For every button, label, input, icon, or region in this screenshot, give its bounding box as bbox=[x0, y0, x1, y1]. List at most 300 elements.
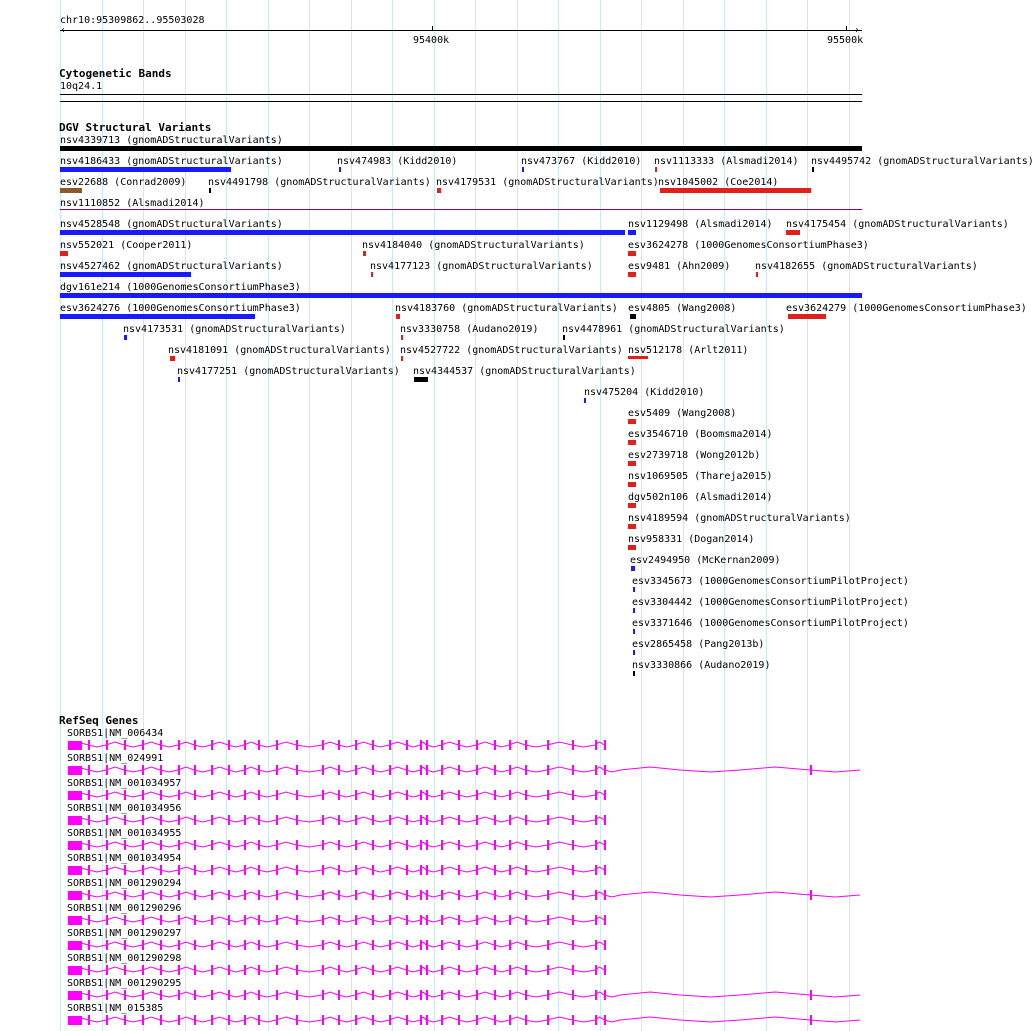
exon-block bbox=[389, 815, 391, 825]
exon-block bbox=[258, 890, 260, 900]
dgv-feature-bar[interactable] bbox=[633, 650, 635, 655]
dgv-feature-bar[interactable] bbox=[584, 398, 586, 403]
exon-block bbox=[406, 915, 408, 925]
refseq-transcript-glyph[interactable] bbox=[60, 964, 860, 976]
dgv-feature-bar[interactable] bbox=[60, 209, 862, 210]
exon-block bbox=[426, 890, 428, 900]
exon-block bbox=[211, 865, 213, 875]
exon-block bbox=[160, 1015, 162, 1025]
dgv-feature-label[interactable]: esv3624276 (1000GenomesConsortiumPhase3) bbox=[60, 303, 301, 314]
dgv-feature-bar[interactable] bbox=[563, 335, 565, 340]
exon-block bbox=[142, 965, 144, 975]
exon-block bbox=[476, 890, 478, 900]
exon-block bbox=[276, 1015, 278, 1025]
dgv-feature-label[interactable]: nsv473767 (Kidd2010) bbox=[521, 156, 642, 167]
exon-block bbox=[244, 790, 246, 800]
refseq-transcript-label[interactable]: SORBS1|NM_015385 bbox=[67, 1003, 164, 1014]
dgv-feature-label[interactable]: esv2865458 (Pang2013b) bbox=[632, 639, 765, 650]
refseq-transcript-label[interactable]: SORBS1|NM_001034956 bbox=[67, 803, 182, 814]
dgv-feature-label[interactable]: esv3624278 (1000GenomesConsortiumPhase3) bbox=[628, 240, 869, 251]
exon-block bbox=[547, 915, 549, 925]
dgv-feature-bar[interactable] bbox=[628, 356, 648, 359]
dgv-feature-bar[interactable] bbox=[60, 293, 862, 298]
exon-block bbox=[68, 891, 82, 900]
dgv-feature-bar[interactable] bbox=[60, 230, 625, 235]
dgv-feature-bar[interactable] bbox=[60, 188, 82, 193]
exon-block bbox=[258, 790, 260, 800]
cytoband-bar-top bbox=[60, 94, 862, 95]
exon-block bbox=[509, 790, 511, 800]
dgv-feature-bar[interactable] bbox=[628, 251, 636, 256]
exon-block bbox=[389, 1015, 391, 1025]
refseq-transcript-glyph[interactable] bbox=[60, 914, 860, 926]
exon-block bbox=[142, 790, 144, 800]
exon-block bbox=[406, 940, 408, 950]
exon-block bbox=[142, 840, 144, 850]
exon-block bbox=[88, 840, 90, 850]
exon-block bbox=[322, 915, 324, 925]
exon-block bbox=[338, 1015, 340, 1025]
exon-block bbox=[389, 965, 391, 975]
dgv-feature-label[interactable]: esv2739718 (Wong2012b) bbox=[628, 450, 761, 461]
exon-block bbox=[547, 765, 549, 775]
exon-block bbox=[106, 765, 108, 775]
exon-block bbox=[355, 890, 357, 900]
exon-block bbox=[322, 815, 324, 825]
dgv-feature-bar[interactable] bbox=[628, 230, 636, 235]
dgv-feature-bar[interactable] bbox=[633, 587, 635, 592]
exon-block bbox=[604, 890, 606, 900]
dgv-feature-label[interactable]: esv3345673 (1000GenomesConsortiumPilotProject) bbox=[632, 576, 909, 587]
exon-block bbox=[389, 990, 391, 1000]
exon-block bbox=[142, 890, 144, 900]
refseq-transcript-label[interactable]: SORBS1|NM_001290297 bbox=[67, 928, 182, 939]
exon-block bbox=[106, 740, 108, 750]
exon-block bbox=[211, 840, 213, 850]
refseq-transcript-label[interactable]: SORBS1|NM_001290294 bbox=[67, 878, 182, 889]
exon-block bbox=[160, 790, 162, 800]
exon-block bbox=[389, 765, 391, 775]
exon-block bbox=[124, 740, 126, 750]
dgv-feature-label[interactable]: nsv4189594 (gnomADStructuralVariants) bbox=[628, 513, 851, 524]
exon-block bbox=[509, 765, 511, 775]
refseq-transcript-label[interactable]: SORBS1|NM_001034957 bbox=[67, 778, 182, 789]
exon-block bbox=[244, 915, 246, 925]
dgv-feature-label[interactable]: esv3624279 (1000GenomesConsortiumPhase3) bbox=[786, 303, 1027, 314]
exon-block bbox=[441, 940, 443, 950]
dgv-feature-bar[interactable] bbox=[437, 188, 441, 193]
exon-block bbox=[547, 965, 549, 975]
dgv-feature-bar[interactable] bbox=[522, 167, 524, 172]
refseq-transcript-label[interactable]: SORBS1|NM_001034954 bbox=[67, 853, 182, 864]
dgv-feature-label[interactable]: nsv512178 (Arlt2011) bbox=[628, 345, 749, 356]
exon-block bbox=[178, 815, 180, 825]
exon-block bbox=[595, 915, 597, 925]
exon-block bbox=[355, 815, 357, 825]
exon-block bbox=[338, 965, 340, 975]
exon-block bbox=[389, 790, 391, 800]
refseq-transcript-label[interactable]: SORBS1|NM_001290298 bbox=[67, 953, 182, 964]
dgv-feature-label[interactable]: nsv4177123 (gnomADStructuralVariants) bbox=[370, 261, 593, 272]
dgv-feature-bar[interactable] bbox=[786, 230, 800, 235]
exon-block bbox=[106, 815, 108, 825]
exon-block bbox=[338, 740, 340, 750]
exon-block bbox=[509, 1015, 511, 1025]
dgv-feature-label[interactable]: nsv958331 (Dogan2014) bbox=[628, 534, 755, 545]
exon-block bbox=[322, 740, 324, 750]
exon-block bbox=[244, 1015, 246, 1025]
exon-block bbox=[142, 765, 144, 775]
dgv-feature-label[interactable]: nsv3330866 (Audano2019) bbox=[632, 660, 771, 671]
exon-block bbox=[441, 840, 443, 850]
dgv-feature-label[interactable]: nsv4183760 (gnomADStructuralVariants) bbox=[395, 303, 618, 314]
dgv-feature-bar[interactable] bbox=[628, 524, 636, 529]
exon-block bbox=[296, 990, 298, 1000]
dgv-feature-label[interactable]: esv3304442 (1000GenomesConsortiumPilotProject) bbox=[632, 597, 909, 608]
dgv-feature-label[interactable]: nsv3330758 (Audano2019) bbox=[400, 324, 539, 335]
dgv-feature-label[interactable]: esv5409 (Wang2008) bbox=[628, 408, 737, 419]
exon-block bbox=[572, 1015, 574, 1025]
refseq-transcript-label[interactable]: SORBS1|NM_001290296 bbox=[67, 903, 182, 914]
exon-block bbox=[68, 941, 82, 950]
exon-block bbox=[406, 890, 408, 900]
exon-block bbox=[68, 791, 82, 800]
dgv-feature-bar[interactable] bbox=[339, 167, 341, 172]
dgv-feature-bar[interactable] bbox=[628, 482, 636, 487]
intron-line bbox=[68, 967, 604, 972]
exon-block bbox=[572, 990, 574, 1000]
dgv-feature-label[interactable]: dgv502n106 (Alsmadi2014) bbox=[628, 492, 773, 503]
exon-block bbox=[458, 890, 460, 900]
dgv-feature-bar[interactable] bbox=[788, 314, 826, 319]
exon-block bbox=[525, 890, 527, 900]
exon-block bbox=[355, 865, 357, 875]
exon-block bbox=[547, 740, 549, 750]
exon-block bbox=[124, 965, 126, 975]
exon-block bbox=[572, 790, 574, 800]
dgv-feature-bar[interactable] bbox=[371, 272, 373, 277]
exon-block bbox=[244, 890, 246, 900]
exon-block bbox=[389, 940, 391, 950]
dgv-feature-label[interactable]: nsv4527722 (gnomADStructuralVariants) bbox=[400, 345, 623, 356]
refseq-transcript-glyph[interactable] bbox=[60, 864, 860, 876]
exon-block bbox=[142, 815, 144, 825]
dgv-feature-bar[interactable] bbox=[60, 272, 191, 277]
exon-block bbox=[604, 740, 606, 750]
dgv-feature-label[interactable]: dgv161e214 (1000GenomesConsortiumPhase3) bbox=[60, 282, 301, 293]
exon-block bbox=[142, 865, 144, 875]
exon-block bbox=[458, 865, 460, 875]
exon-block bbox=[420, 890, 422, 900]
ruler-left-arrow-icon: ‹ bbox=[60, 25, 67, 36]
exon-block bbox=[228, 740, 230, 750]
refseq-transcript-glyph[interactable] bbox=[60, 839, 860, 851]
dgv-feature-bar[interactable] bbox=[812, 167, 814, 172]
exon-block bbox=[244, 940, 246, 950]
exon-block bbox=[595, 965, 597, 975]
exon-block bbox=[160, 990, 162, 1000]
exon-block bbox=[194, 890, 196, 900]
dgv-feature-bar[interactable] bbox=[631, 566, 635, 571]
dgv-feature-bar[interactable] bbox=[178, 377, 180, 382]
exon-block bbox=[458, 790, 460, 800]
exon-block bbox=[441, 765, 443, 775]
refseq-transcript-glyph[interactable] bbox=[60, 989, 860, 1001]
refseq-transcript-glyph[interactable] bbox=[60, 789, 860, 801]
dgv-feature-bar[interactable] bbox=[660, 188, 811, 193]
exon-block bbox=[420, 740, 422, 750]
exon-block bbox=[458, 840, 460, 850]
dgv-feature-bar[interactable] bbox=[60, 251, 68, 256]
dgv-track-title[interactable]: DGV Structural Variants bbox=[59, 121, 212, 134]
dgv-feature-bar[interactable] bbox=[756, 272, 758, 277]
exon-block bbox=[355, 790, 357, 800]
exon-block bbox=[178, 965, 180, 975]
dgv-feature-bar[interactable] bbox=[170, 356, 175, 361]
dgv-feature-bar[interactable] bbox=[401, 356, 403, 361]
dgv-feature-label[interactable]: nsv1129498 (Alsmadi2014) bbox=[628, 219, 773, 230]
exon-block bbox=[160, 940, 162, 950]
dgv-feature-bar[interactable] bbox=[633, 608, 635, 613]
exon-block bbox=[604, 990, 606, 1000]
dgv-feature-bar[interactable] bbox=[396, 314, 400, 319]
dgv-feature-label[interactable]: nsv1045002 (Coe2014) bbox=[658, 177, 779, 188]
dgv-feature-bar[interactable] bbox=[655, 167, 657, 172]
exon-block bbox=[88, 940, 90, 950]
exon-block bbox=[426, 815, 428, 825]
exon-block bbox=[88, 965, 90, 975]
dgv-feature-label[interactable]: nsv1110852 (Alsmadi2014) bbox=[60, 198, 205, 209]
dgv-feature-label[interactable]: nsv4478961 (gnomADStructuralVariants) bbox=[562, 324, 785, 335]
exon-block bbox=[458, 965, 460, 975]
dgv-feature-label[interactable]: nsv4339713 (gnomADStructuralVariants) bbox=[60, 135, 283, 146]
exon-block bbox=[476, 915, 478, 925]
dgv-feature-label[interactable]: nsv4495742 (gnomADStructuralVariants) bbox=[811, 156, 1034, 167]
intron-line bbox=[68, 867, 604, 872]
refseq-transcript-glyph[interactable] bbox=[60, 889, 860, 901]
exon-block bbox=[441, 890, 443, 900]
exon-block bbox=[509, 965, 511, 975]
exon-block bbox=[389, 915, 391, 925]
exon-block bbox=[476, 815, 478, 825]
exon-block bbox=[276, 890, 278, 900]
exon-block bbox=[194, 865, 196, 875]
exon-block bbox=[88, 815, 90, 825]
dgv-feature-label[interactable]: nsv1069505 (Thareja2015) bbox=[628, 471, 773, 482]
exon-block bbox=[420, 865, 422, 875]
exon-block bbox=[88, 915, 90, 925]
dgv-feature-bar[interactable] bbox=[628, 272, 636, 277]
dgv-feature-label[interactable]: nsv4184040 (gnomADStructuralVariants) bbox=[362, 240, 585, 251]
exon-block bbox=[194, 765, 196, 775]
exon-block bbox=[296, 865, 298, 875]
dgv-feature-bar[interactable] bbox=[60, 314, 255, 319]
dgv-feature-bar[interactable] bbox=[60, 167, 231, 172]
refseq-transcript-glyph[interactable] bbox=[60, 1014, 860, 1026]
exon-block bbox=[296, 815, 298, 825]
exon-block bbox=[211, 915, 213, 925]
dgv-feature-label[interactable]: nsv474983 (Kidd2010) bbox=[337, 156, 458, 167]
exon-block bbox=[296, 1015, 298, 1025]
refseq-transcript-glyph[interactable] bbox=[60, 764, 860, 776]
exon-block bbox=[426, 765, 428, 775]
cytoband-bar-bottom bbox=[60, 101, 862, 102]
dgv-feature-label[interactable]: nsv4173531 (gnomADStructuralVariants) bbox=[123, 324, 346, 335]
exon-block bbox=[244, 740, 246, 750]
dgv-feature-label[interactable]: esv4805 (Wang2008) bbox=[628, 303, 737, 314]
exon-block bbox=[160, 915, 162, 925]
exon-block bbox=[406, 840, 408, 850]
exon-block bbox=[525, 990, 527, 1000]
dgv-feature-bar[interactable] bbox=[60, 146, 862, 151]
exon-block bbox=[106, 1015, 108, 1025]
exon-block bbox=[458, 915, 460, 925]
exon-block bbox=[88, 1015, 90, 1025]
exon-block bbox=[322, 990, 324, 1000]
exon-block bbox=[494, 990, 496, 1000]
cytoband-track-title[interactable]: Cytogenetic Bands bbox=[59, 67, 172, 80]
dgv-feature-label[interactable]: nsv4344537 (gnomADStructuralVariants) bbox=[413, 366, 636, 377]
dgv-feature-label[interactable]: nsv4177251 (gnomADStructuralVariants) bbox=[177, 366, 400, 377]
dgv-feature-label[interactable]: nsv4179531 (gnomADStructuralVariants) bbox=[436, 177, 659, 188]
exon-block bbox=[595, 790, 597, 800]
exon-block bbox=[604, 965, 606, 975]
exon-block bbox=[604, 765, 606, 775]
exon-block bbox=[160, 815, 162, 825]
dgv-feature-label[interactable]: nsv4186433 (gnomADStructuralVariants) bbox=[60, 156, 283, 167]
exon-block bbox=[595, 740, 597, 750]
exon-block bbox=[420, 840, 422, 850]
dgv-feature-label[interactable]: esv3546710 (Boomsma2014) bbox=[628, 429, 773, 440]
refseq-transcript-glyph[interactable] bbox=[60, 814, 860, 826]
exon-block bbox=[420, 790, 422, 800]
dgv-feature-label[interactable]: esv3371646 (1000GenomesConsortiumPilotProject) bbox=[632, 618, 909, 629]
dgv-feature-bar[interactable] bbox=[628, 461, 636, 466]
dgv-feature-label[interactable]: nsv4527462 (gnomADStructuralVariants) bbox=[60, 261, 283, 272]
refseq-transcript-glyph[interactable] bbox=[60, 939, 860, 951]
exon-block bbox=[338, 865, 340, 875]
exon-block bbox=[355, 840, 357, 850]
dgv-feature-bar[interactable] bbox=[209, 188, 211, 193]
exon-block bbox=[604, 865, 606, 875]
exon-block bbox=[494, 840, 496, 850]
exon-block bbox=[68, 916, 82, 925]
dgv-feature-label[interactable]: nsv4528548 (gnomADStructuralVariants) bbox=[60, 219, 283, 230]
exon-block bbox=[106, 840, 108, 850]
dgv-feature-label[interactable]: nsv1113333 (Alsmadi2014) bbox=[654, 156, 799, 167]
dgv-feature-label[interactable]: nsv552021 (Cooper2011) bbox=[60, 240, 193, 251]
exon-block bbox=[389, 890, 391, 900]
exon-block bbox=[296, 790, 298, 800]
exon-block bbox=[68, 866, 82, 875]
exon-block bbox=[572, 840, 574, 850]
dgv-feature-bar[interactable] bbox=[630, 314, 636, 319]
exon-block bbox=[228, 840, 230, 850]
dgv-feature-label[interactable]: esv22688 (Conrad2009) bbox=[60, 177, 187, 188]
exon-block bbox=[211, 940, 213, 950]
exon-block bbox=[124, 890, 126, 900]
exon-block bbox=[547, 1015, 549, 1025]
exon-block bbox=[276, 915, 278, 925]
dgv-feature-bar[interactable] bbox=[363, 251, 366, 256]
exon-block bbox=[604, 915, 606, 925]
exon-block bbox=[426, 990, 428, 1000]
refseq-transcript-label[interactable]: SORBS1|NM_001290295 bbox=[67, 978, 182, 989]
dgv-feature-label[interactable]: nsv4181091 (gnomADStructuralVariants) bbox=[168, 345, 391, 356]
exon-block bbox=[509, 890, 511, 900]
exon-block bbox=[276, 940, 278, 950]
dgv-feature-label[interactable]: esv2494950 (McKernan2009) bbox=[630, 555, 781, 566]
exon-block bbox=[389, 840, 391, 850]
intron-line bbox=[68, 892, 860, 897]
dgv-feature-bar[interactable] bbox=[633, 629, 635, 634]
dgv-feature-bar[interactable] bbox=[628, 503, 636, 508]
exon-block bbox=[420, 940, 422, 950]
dgv-feature-bar[interactable] bbox=[633, 671, 635, 676]
dgv-feature-bar[interactable] bbox=[414, 377, 428, 382]
exon-block bbox=[276, 990, 278, 1000]
dgv-feature-bar[interactable] bbox=[628, 545, 636, 550]
dgv-feature-label[interactable]: nsv4491798 (gnomADStructuralVariants) bbox=[208, 177, 431, 188]
exon-block bbox=[509, 915, 511, 925]
exon-block bbox=[509, 865, 511, 875]
dgv-feature-bar[interactable] bbox=[124, 335, 127, 340]
refseq-transcript-label[interactable]: SORBS1|NM_024991 bbox=[67, 753, 164, 764]
exon-block bbox=[406, 790, 408, 800]
exon-block bbox=[194, 965, 196, 975]
dgv-feature-label[interactable]: nsv4182655 (gnomADStructuralVariants) bbox=[755, 261, 978, 272]
exon-block bbox=[476, 840, 478, 850]
exon-block bbox=[547, 940, 549, 950]
refseq-transcript-glyph[interactable] bbox=[60, 739, 860, 751]
exon-block bbox=[372, 865, 374, 875]
refseq-track-title[interactable]: RefSeq Genes bbox=[59, 714, 139, 727]
dgv-feature-label[interactable]: nsv4175454 (gnomADStructuralVariants) bbox=[786, 219, 1009, 230]
exon-block bbox=[228, 1015, 230, 1025]
exon-block bbox=[211, 990, 213, 1000]
exon-block bbox=[142, 940, 144, 950]
exon-block bbox=[258, 840, 260, 850]
exon-block bbox=[322, 965, 324, 975]
refseq-transcript-label[interactable]: SORBS1|NM_006434 bbox=[67, 728, 164, 739]
exon-block bbox=[494, 815, 496, 825]
exon-block bbox=[525, 840, 527, 850]
dgv-feature-label[interactable]: esv9481 (Ahn2009) bbox=[628, 261, 731, 272]
exon-block bbox=[88, 765, 90, 775]
dgv-feature-label[interactable]: nsv475204 (Kidd2010) bbox=[584, 387, 705, 398]
exon-block bbox=[322, 765, 324, 775]
refseq-transcript-label[interactable]: SORBS1|NM_001034955 bbox=[67, 828, 182, 839]
exon-block bbox=[88, 990, 90, 1000]
exon-block bbox=[355, 1015, 357, 1025]
exon-block bbox=[142, 990, 144, 1000]
exon-block bbox=[160, 840, 162, 850]
exon-block bbox=[355, 915, 357, 925]
exon-block bbox=[355, 965, 357, 975]
exon-block bbox=[525, 1015, 527, 1025]
dgv-feature-bar[interactable] bbox=[628, 419, 636, 424]
exon-block bbox=[458, 940, 460, 950]
dgv-feature-bar[interactable] bbox=[628, 440, 636, 445]
exon-block bbox=[494, 740, 496, 750]
dgv-feature-bar[interactable] bbox=[401, 335, 403, 340]
intron-line bbox=[68, 992, 860, 997]
exon-block bbox=[338, 765, 340, 775]
exon-block bbox=[509, 815, 511, 825]
exon-block bbox=[228, 915, 230, 925]
exon-block bbox=[228, 790, 230, 800]
exon-block bbox=[476, 765, 478, 775]
